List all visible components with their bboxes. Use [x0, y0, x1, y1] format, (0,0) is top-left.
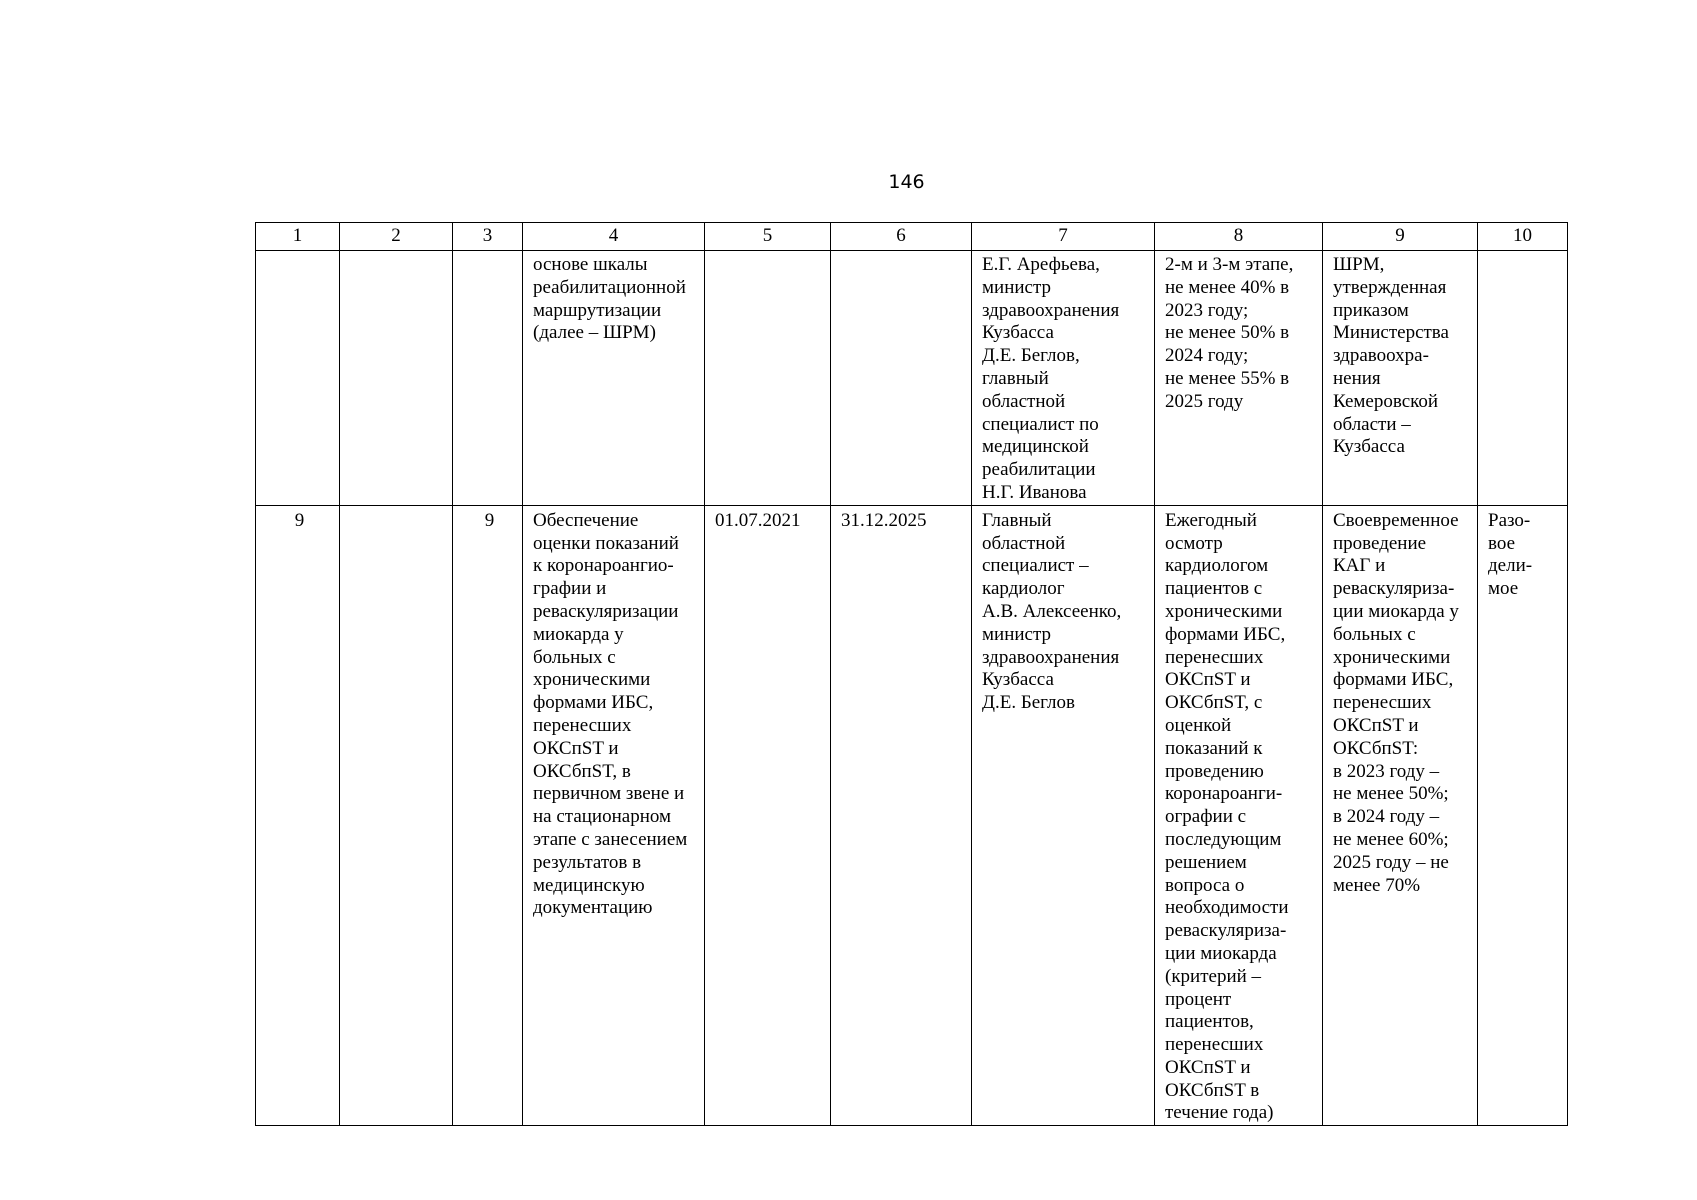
cell-line: мое [1488, 578, 1519, 600]
cell-line: Министерства [1333, 322, 1449, 344]
cell-line: перенесших [1165, 1034, 1264, 1056]
cell-line: 2025 году [1165, 390, 1244, 412]
cell-line: не менее 55% в [1165, 367, 1290, 389]
cell-line: Кемеровской [1333, 390, 1439, 412]
cell-line: процент [1165, 988, 1232, 1010]
column-header: 5 [705, 223, 831, 251]
cell-line: реваскуляризации [533, 600, 679, 622]
cell-line: (критерий – [1165, 965, 1262, 987]
cell-line: ции миокарда у [1333, 600, 1459, 622]
cell-line: ОКСпST и [533, 737, 619, 759]
cell-line: Д.Е. Беглов, [982, 345, 1080, 367]
cell-line: последующим [1165, 828, 1282, 850]
cell-line: миокарда у [533, 623, 624, 645]
column-header: 7 [972, 223, 1155, 251]
cell-line: главный [982, 367, 1049, 389]
cell-line: менее 70% [1333, 874, 1421, 896]
cell-line: 2023 году; [1165, 299, 1249, 321]
cell-result [1155, 505, 1323, 1126]
cell-line: ОКСпST и [1165, 1056, 1251, 1078]
cell-line: реабилитационной [533, 276, 686, 298]
cell-line: необходимости [1165, 897, 1289, 919]
cell-line: специалист по [982, 413, 1099, 435]
cell-line: специалист – [982, 555, 1089, 577]
cell-result [1155, 251, 1323, 506]
cell-responsible [972, 505, 1155, 1126]
cell-end-date [831, 251, 972, 506]
cell-line: пациентов, [1165, 1011, 1254, 1033]
cell-line: областной [982, 390, 1066, 412]
cell-line: решением [1165, 851, 1247, 873]
cell-line: формами ИБС, [1333, 669, 1454, 691]
cell-line: хроническими [1165, 600, 1283, 622]
cell-line: первичном звене и [533, 783, 685, 805]
cell-line: КАГ и [1333, 555, 1386, 577]
cell-line: реваскуляриза- [1165, 920, 1287, 942]
cell-line: к коронароангио- [533, 555, 674, 577]
cell-activity [523, 505, 705, 1126]
cell-frequency [1478, 505, 1568, 1126]
cell-line: Обеспечение [533, 509, 639, 531]
cell-line: области – [1333, 413, 1411, 435]
cell-line: 2024 году; [1165, 345, 1249, 367]
cell-line: вое [1488, 532, 1516, 554]
cell-line: проведение [1333, 532, 1427, 554]
cell-line: ОКСбпST в [1165, 1079, 1260, 1101]
cell-responsible [972, 251, 1155, 506]
column-header: 2 [340, 223, 453, 251]
cell-line: этапе с занесением [533, 828, 688, 850]
cell-line: проведению [1165, 760, 1264, 782]
table-row [256, 251, 1568, 506]
cell-line: ОКСбпST, в [533, 760, 631, 782]
cell-line: министр [982, 623, 1051, 645]
cell-line: медицинской [982, 436, 1089, 458]
cell-line: ографии с [1165, 806, 1247, 828]
cell-number: 9 [256, 505, 340, 1126]
cell-line: не менее 40% в [1165, 276, 1290, 298]
cell-col3 [453, 251, 523, 506]
cell-line: Д.Е. Беглов [982, 692, 1075, 714]
cell-line: реабилитации [982, 459, 1096, 481]
cell-line: ОКСпST и [1333, 714, 1419, 736]
cell-line: 2-м и 3-м этапе, [1165, 254, 1294, 275]
cell-line: здравоохранения [982, 299, 1120, 321]
cell-line: не менее 50%; [1333, 783, 1449, 805]
column-header: 10 [1478, 223, 1568, 251]
cell-start-date [705, 251, 831, 506]
cell-line: не менее 50% в [1165, 322, 1290, 344]
cell-line: перенесших [533, 714, 632, 736]
page-number: 146 [888, 171, 925, 193]
cell-line: осмотр [1165, 532, 1223, 554]
cell-line: ции миокарда [1165, 942, 1277, 964]
cell-line: в 2024 году – [1333, 806, 1440, 828]
cell-line: (далее – ШРМ) [533, 322, 656, 344]
cell-line: формами ИБС, [533, 692, 654, 714]
cell-line: показаний к [1165, 737, 1263, 759]
cell-line: реваскуляриза- [1333, 578, 1455, 600]
cell-line: маршрутизации [533, 299, 662, 321]
cell-line: нения [1333, 367, 1381, 389]
cell-line: формами ИБС, [1165, 623, 1286, 645]
cell-line: Главный [982, 509, 1052, 531]
cell-line: перенесших [1165, 646, 1264, 668]
cell-frequency [1478, 251, 1568, 506]
column-header: 4 [523, 223, 705, 251]
cell-line: Кузбасса [982, 669, 1054, 691]
cell-activity [523, 251, 705, 506]
cell-line: оценкой [1165, 714, 1232, 736]
cell-line: в 2023 году – [1333, 760, 1440, 782]
cell-line: течение года) [1165, 1102, 1274, 1124]
cell-line: на стационарном [533, 806, 672, 828]
cell-line: коронароанги- [1165, 783, 1283, 805]
cell-line: документацию [533, 897, 653, 919]
cell-line: кардиолог [982, 578, 1065, 600]
cell-line: областной [982, 532, 1066, 554]
cell-line: дели- [1488, 555, 1533, 577]
column-header: 3 [453, 223, 523, 251]
column-header: 6 [831, 223, 972, 251]
cell-line: министр [982, 276, 1051, 298]
column-header: 1 [256, 223, 340, 251]
cell-line: медицинскую [533, 874, 645, 896]
cell-line: Кузбасса [1333, 436, 1405, 458]
column-header: 8 [1155, 223, 1323, 251]
cell-line: результатов в [533, 851, 642, 873]
cell-line: 2025 году – не [1333, 851, 1449, 873]
cell-line: больных с [533, 646, 616, 668]
cell-line: приказом [1333, 299, 1409, 321]
cell-line: Ежегодный [1165, 509, 1257, 531]
cell-line: не менее 60%; [1333, 828, 1449, 850]
cell-line: основе шкалы [533, 254, 648, 275]
cell-line: Е.Г. Арефьева, [982, 254, 1100, 275]
cell-line: пациентов с [1165, 578, 1263, 600]
cell-indicator [1323, 505, 1478, 1126]
cell-line: Н.Г. Иванова [982, 481, 1087, 503]
table-row [256, 505, 1568, 1126]
cell-line: ОКСпST и [1165, 669, 1251, 691]
cell-indicator [1323, 251, 1478, 506]
cell-line: ОКСбпST, с [1165, 692, 1263, 714]
cell-line: кардиологом [1165, 555, 1269, 577]
cell-line: ШРМ, [1333, 254, 1385, 275]
cell-number [256, 251, 340, 506]
cell-line: здравоохранения [982, 646, 1120, 668]
cell-line: Кузбасса [982, 322, 1054, 344]
cell-col3: 9 [453, 505, 523, 1126]
cell-line: перенесших [1333, 692, 1432, 714]
cell-line: Разо- [1488, 509, 1531, 531]
cell-line: А.В. Алексеенко, [982, 600, 1122, 622]
cell-line: Своевременное [1333, 509, 1459, 531]
cell-end-date: 31.12.2025 [831, 505, 972, 1126]
cell-line: утвержденная [1333, 276, 1447, 298]
cell-line: хроническими [1333, 646, 1451, 668]
cell-line: ОКСбпST: [1333, 737, 1419, 759]
cell-line: графии и [533, 578, 607, 600]
plan-table [255, 222, 1568, 1126]
cell-start-date: 01.07.2021 [705, 505, 831, 1126]
column-header: 9 [1323, 223, 1478, 251]
cell-line: здравоохра- [1333, 345, 1429, 367]
cell-col2 [340, 505, 453, 1126]
cell-line: больных с [1333, 623, 1416, 645]
cell-col2 [340, 251, 453, 506]
cell-line: хроническими [533, 669, 651, 691]
cell-line: вопроса о [1165, 874, 1245, 896]
cell-line: оценки показаний [533, 532, 679, 554]
table-header-row [256, 223, 1568, 251]
